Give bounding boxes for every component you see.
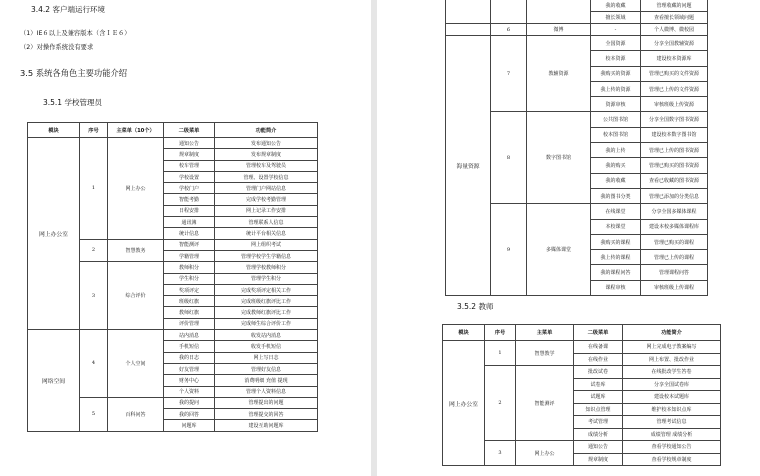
function-cell: 管理已上传的课程 [641, 250, 708, 265]
function-cell: 管理学校学生学籍信息 [215, 250, 318, 261]
submenu-cell: 学生积分 [164, 273, 215, 284]
submenu-cell: 校本资源 [591, 51, 641, 66]
function-cell: 发布规章制度 [215, 149, 318, 160]
column-header: 二级菜单 [574, 325, 623, 341]
submenu-cell: - [591, 24, 641, 36]
function-cell: 分享全国数字图书资源 [641, 112, 708, 127]
main-menu-cell: 智能测评 [516, 366, 574, 441]
submenu-cell: 智能考勤 [164, 194, 215, 205]
submenu-cell: 试题库 [574, 391, 623, 404]
function-cell: 完成师生综合评价工作 [215, 318, 318, 329]
submenu-cell: 我的购买 [591, 158, 641, 173]
heading-3-5: 3.5 系统各角色主要功能介绍 [20, 68, 128, 78]
row-number: 5 [80, 397, 108, 431]
function-cell: 管理收藏的问题 [641, 0, 708, 12]
function-cell: 维护校本知识点库 [623, 403, 721, 416]
module-cell: 网上办公室 [28, 138, 80, 330]
function-cell: 管理已添加的分类信息 [641, 188, 708, 203]
table-row [446, 36, 708, 51]
function-cell: 查看擅长领域问题 [641, 12, 708, 24]
function-cell: 查看学校规章制度 [623, 453, 721, 466]
row-number: 7 [491, 36, 527, 112]
row-number: 2 [485, 366, 516, 441]
function-cell: 管理已购买的课程 [641, 234, 708, 249]
row-number: 3 [485, 441, 516, 466]
submenu-cell: 我的图书分类 [591, 188, 641, 203]
submenu-cell: 我的提问 [164, 397, 215, 408]
table-row [446, 24, 708, 36]
submenu-cell: 我的课程问答 [591, 265, 641, 280]
main-menu-cell: 教辅资源 [527, 36, 591, 112]
function-cell: 收发手机短信 [215, 341, 318, 352]
column-header: 主菜单 [516, 325, 574, 341]
function-cell: 管理考试信息 [623, 416, 721, 429]
function-cell: 在线批改学生答卷 [623, 366, 721, 379]
column-header: 二级菜单 [164, 123, 215, 138]
submenu-cell: 个人资料 [164, 386, 215, 397]
function-cell: 管理个人资料信息 [215, 386, 318, 397]
column-header: 主菜单（10个） [108, 123, 164, 138]
function-cell: 管理校车及驾驶员 [215, 160, 318, 171]
function-cell: 建设互助问题库 [215, 420, 318, 431]
heading-3-5-2: 3.5.2 教师 [457, 302, 494, 311]
table-row [443, 366, 721, 379]
module-cell: 海量资源 [446, 36, 491, 296]
heading-3-4-2: 3.4.2 客户端运行环境 [31, 5, 105, 14]
function-cell: 管理已购买的文件资源 [641, 66, 708, 81]
row-number: 1 [80, 138, 108, 240]
function-cell: 分享全国教辅资源 [641, 36, 708, 51]
submenu-cell: 我购买的课程 [591, 234, 641, 249]
submenu-cell: 在线备课 [574, 341, 623, 354]
blank-cell [527, 0, 591, 24]
main-menu-cell: 网上办公 [108, 138, 164, 240]
submenu-cell: 我购买的资源 [591, 66, 641, 81]
function-cell: 统计平台相关信息 [215, 228, 318, 239]
submenu-cell: 统计信息 [164, 228, 215, 239]
table-row [28, 330, 318, 341]
row-number: 1 [485, 341, 516, 366]
teacher-function-table [442, 324, 721, 466]
main-menu-cell: 百科问答 [108, 397, 164, 431]
column-header: 序号 [485, 325, 516, 341]
submenu-cell: 财务中心 [164, 375, 215, 386]
function-cell: 查看学校通知公告 [623, 441, 721, 454]
row-number: 9 [491, 204, 527, 296]
table-header-row [443, 325, 721, 341]
function-cell: 收发站内消息 [215, 330, 318, 341]
function-cell: 完成班级红旗评比工作 [215, 296, 318, 307]
requirement-1: （1）IE６以上及兼容版本（含ＩＥ６） [20, 30, 131, 37]
submenu-cell: 规章制度 [164, 149, 215, 160]
function-cell: 网上写日志 [215, 352, 318, 363]
submenu-cell: 智能测评 [164, 239, 215, 250]
admin-function-table [27, 122, 318, 432]
function-cell: 建设本校多媒体课程库 [641, 219, 708, 234]
submenu-cell: 知识点管理 [574, 403, 623, 416]
submenu-cell: 在线作业 [574, 353, 623, 366]
column-header: 模块 [443, 325, 485, 341]
submenu-cell: 批改试卷 [574, 366, 623, 379]
function-cell: 成绩管理 成绩分析 [623, 428, 721, 441]
column-header: 模块 [28, 123, 80, 138]
table-row [443, 441, 721, 454]
document-page-right [377, 0, 760, 476]
main-menu-cell: 多媒体课堂 [527, 204, 591, 296]
main-menu-cell: 数字图书馆 [527, 112, 591, 204]
table-header-row [28, 123, 318, 138]
function-cell: 建设校本数字图书馆 [641, 127, 708, 142]
submenu-cell: 学籍管理 [164, 250, 215, 261]
submenu-cell: 奖项评定 [164, 284, 215, 295]
submenu-cell: 班级红旗 [164, 296, 215, 307]
blank-cell [446, 0, 491, 24]
submenu-cell: 日程安排 [164, 205, 215, 216]
row-number: 8 [491, 112, 527, 204]
function-cell: 建设校本资源库 [641, 51, 708, 66]
function-cell: 管理门户网站信息 [215, 183, 318, 194]
submenu-cell: 教师积分 [164, 262, 215, 273]
function-cell: 管理已上传的图书资源 [641, 143, 708, 158]
submenu-cell: 我的上传 [591, 143, 641, 158]
column-header: 功能简介 [623, 325, 721, 341]
submenu-cell: 本校课堂 [591, 219, 641, 234]
submenu-cell: 全国资源 [591, 36, 641, 51]
main-menu-cell: 智慧教学 [516, 341, 574, 366]
function-cell: 管理提出的问题 [215, 397, 318, 408]
function-cell: 查看已收藏的图书资源 [641, 173, 708, 188]
column-header: 序号 [80, 123, 108, 138]
submenu-cell: 我的收藏 [591, 173, 641, 188]
submenu-cell: 问题库 [164, 420, 215, 431]
submenu-cell: 校车管理 [164, 160, 215, 171]
document-page-left [0, 0, 371, 476]
function-cell: 管理联系人信息 [215, 217, 318, 228]
submenu-cell: 我的回答 [164, 409, 215, 420]
submenu-cell: 我的日志 [164, 352, 215, 363]
module-cell: 网络空间 [28, 330, 80, 432]
function-cell: 完成教师红旗评比工作 [215, 307, 318, 318]
function-cell: 管理已购买的图书资源 [641, 158, 708, 173]
module-cell: 网上办公室 [443, 341, 485, 466]
submenu-cell: 资源审核 [591, 97, 641, 112]
submenu-cell: 好友管理 [164, 363, 215, 374]
function-cell: 管理学校教师积分 [215, 262, 318, 273]
submenu-cell: 我上传的资源 [591, 81, 641, 96]
submenu-cell: 通讯簿 [164, 217, 215, 228]
function-cell: 管理学生积分 [215, 273, 318, 284]
submenu-cell: 我的收藏 [591, 0, 641, 12]
function-cell: 分享全国多媒体课程 [641, 204, 708, 219]
function-cell: 审核班级上传课程 [641, 280, 708, 295]
submenu-cell: 学校设置 [164, 171, 215, 182]
main-menu-cell: 智慧教务 [108, 239, 164, 262]
submenu-cell: 站内消息 [164, 330, 215, 341]
function-cell: 管理课程问答 [641, 265, 708, 280]
function-cell: 管理提交的回答 [215, 409, 318, 420]
function-cell: 完成奖项评定相关工作 [215, 284, 318, 295]
heading-3-5-1: 3.5.1 学校管理员 [43, 98, 102, 107]
function-cell: 管理已上传的文件资源 [641, 81, 708, 96]
blank-cell [491, 0, 527, 24]
main-menu-cell: 网上办公 [516, 441, 574, 466]
table-row [443, 341, 721, 354]
function-cell: 建设校本试题库 [623, 391, 721, 404]
function-cell: 管理好友信息 [215, 363, 318, 374]
requirement-2: （2）对操作系统没有要求 [20, 44, 94, 51]
main-menu-cell: 个人空间 [108, 330, 164, 398]
table-row [446, 0, 708, 12]
submenu-cell: 通知公告 [164, 138, 215, 149]
row-number: 2 [80, 239, 108, 262]
submenu-cell: 课程审核 [591, 280, 641, 295]
submenu-cell: 评价管理 [164, 318, 215, 329]
function-cell: 网上组织考试 [215, 239, 318, 250]
main-menu-cell: 综合评价 [108, 262, 164, 330]
submenu-cell: 成绩分析 [574, 428, 623, 441]
row-number: 3 [80, 262, 108, 330]
submenu-cell: 试卷库 [574, 378, 623, 391]
table-row [28, 138, 318, 149]
function-cell: 完成学校考勤管理 [215, 194, 318, 205]
column-header: 功能简介 [215, 123, 318, 138]
function-cell: 消费明细 充值 提现 [215, 375, 318, 386]
function-cell: 网上完成电子教案编写 [623, 341, 721, 354]
function-cell: 审核班级上传资源 [641, 97, 708, 112]
blank-cell [446, 24, 491, 36]
function-cell: 个人微博、微校园 [641, 24, 708, 36]
submenu-cell: 在线课堂 [591, 204, 641, 219]
row-number: 6 [491, 24, 527, 36]
resource-function-table [445, 0, 708, 296]
main-menu-cell: 微博 [527, 24, 591, 36]
submenu-cell: 教师红旗 [164, 307, 215, 318]
submenu-cell: 擅长领域 [591, 12, 641, 24]
submenu-cell: 通知公告 [574, 441, 623, 454]
row-number: 4 [80, 330, 108, 398]
submenu-cell: 校本图书馆 [591, 127, 641, 142]
submenu-cell: 我上传的课程 [591, 250, 641, 265]
function-cell: 网上布置、批改作业 [623, 353, 721, 366]
function-cell: 管理、设置学校信息 [215, 171, 318, 182]
submenu-cell: 学校门户 [164, 183, 215, 194]
submenu-cell: 手机短信 [164, 341, 215, 352]
function-cell: 分享全国试卷库 [623, 378, 721, 391]
submenu-cell: 考试管理 [574, 416, 623, 429]
function-cell: 网上记录工作安排 [215, 205, 318, 216]
submenu-cell: 公共图书馆 [591, 112, 641, 127]
submenu-cell: 规章制度 [574, 453, 623, 466]
function-cell: 发布通知公告 [215, 138, 318, 149]
